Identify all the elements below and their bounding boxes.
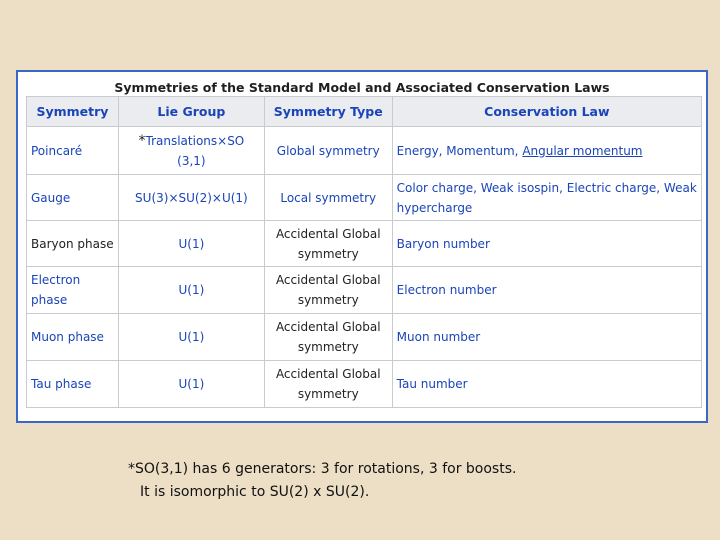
lie-group-cell[interactable]: SU(3)×SU(2)×U(1) [118,175,264,221]
lie-group-cell[interactable]: U(1) [118,314,264,361]
lie-group-cell[interactable]: U(1) [118,361,264,408]
conservation-law-cell[interactable]: Electron number [392,267,701,314]
symmetry-cell[interactable]: Poincaré [27,127,119,175]
footnote [128,458,516,504]
symmetry-cell[interactable]: Gauge [27,175,119,221]
footnote-marker: * [138,132,146,149]
table-row [27,361,702,408]
table-image-frame [16,70,708,423]
header-lie-group: Lie Group [118,97,264,127]
symmetry-type-cell[interactable]: Local symmetry [264,175,392,221]
table-row [27,175,702,221]
symmetry-cell: Baryon phase [27,221,119,267]
symmetry-type-cell: Accidental Global symmetry [264,221,392,267]
conservation-law-cell: Energy, Momentum, Angular momentum [392,127,701,175]
footnote-line-1: *SO(3,1) has 6 generators: 3 for rotations, 3 for boosts. [128,461,517,477]
table-header-row [27,97,702,127]
lie-group-cell[interactable]: U(1) [118,221,264,267]
symmetry-cell[interactable]: Electron phase [27,267,119,314]
symmetry-type-cell[interactable]: Global symmetry [264,127,392,175]
lie-group-cell[interactable]: *Translations×SO (3,1) [118,127,264,175]
footnote-line-2: It is isomorphic to SU(2) x SU(2). [140,484,370,500]
conservation-law-cell[interactable]: Muon number [392,314,701,361]
lie-group-cell[interactable]: U(1) [118,267,264,314]
symmetry-cell[interactable]: Tau phase [27,361,119,408]
conservation-law-cell[interactable]: Tau number [392,361,701,408]
symmetry-type-cell: Accidental Global symmetry [264,361,392,408]
header-symmetry: Symmetry [27,97,119,127]
table-row [27,127,702,175]
table-row [27,221,702,267]
symmetry-type-cell: Accidental Global symmetry [264,267,392,314]
table-caption: Symmetries of the Standard Model and Associated Conservation Laws [114,80,610,95]
table-row [27,314,702,361]
header-symmetry-type: Symmetry Type [264,97,392,127]
symmetry-cell[interactable]: Muon phase [27,314,119,361]
conservation-law-cell[interactable]: Color charge, Weak isospin, Electric charge, Weak hypercharge [392,175,701,221]
symmetries-table [26,96,702,408]
header-conservation-law: Conservation Law [392,97,701,127]
table-row [27,267,702,314]
symmetry-type-cell: Accidental Global symmetry [264,314,392,361]
conservation-law-cell[interactable]: Baryon number [392,221,701,267]
angular-momentum-link[interactable]: Angular momentum [522,143,643,158]
